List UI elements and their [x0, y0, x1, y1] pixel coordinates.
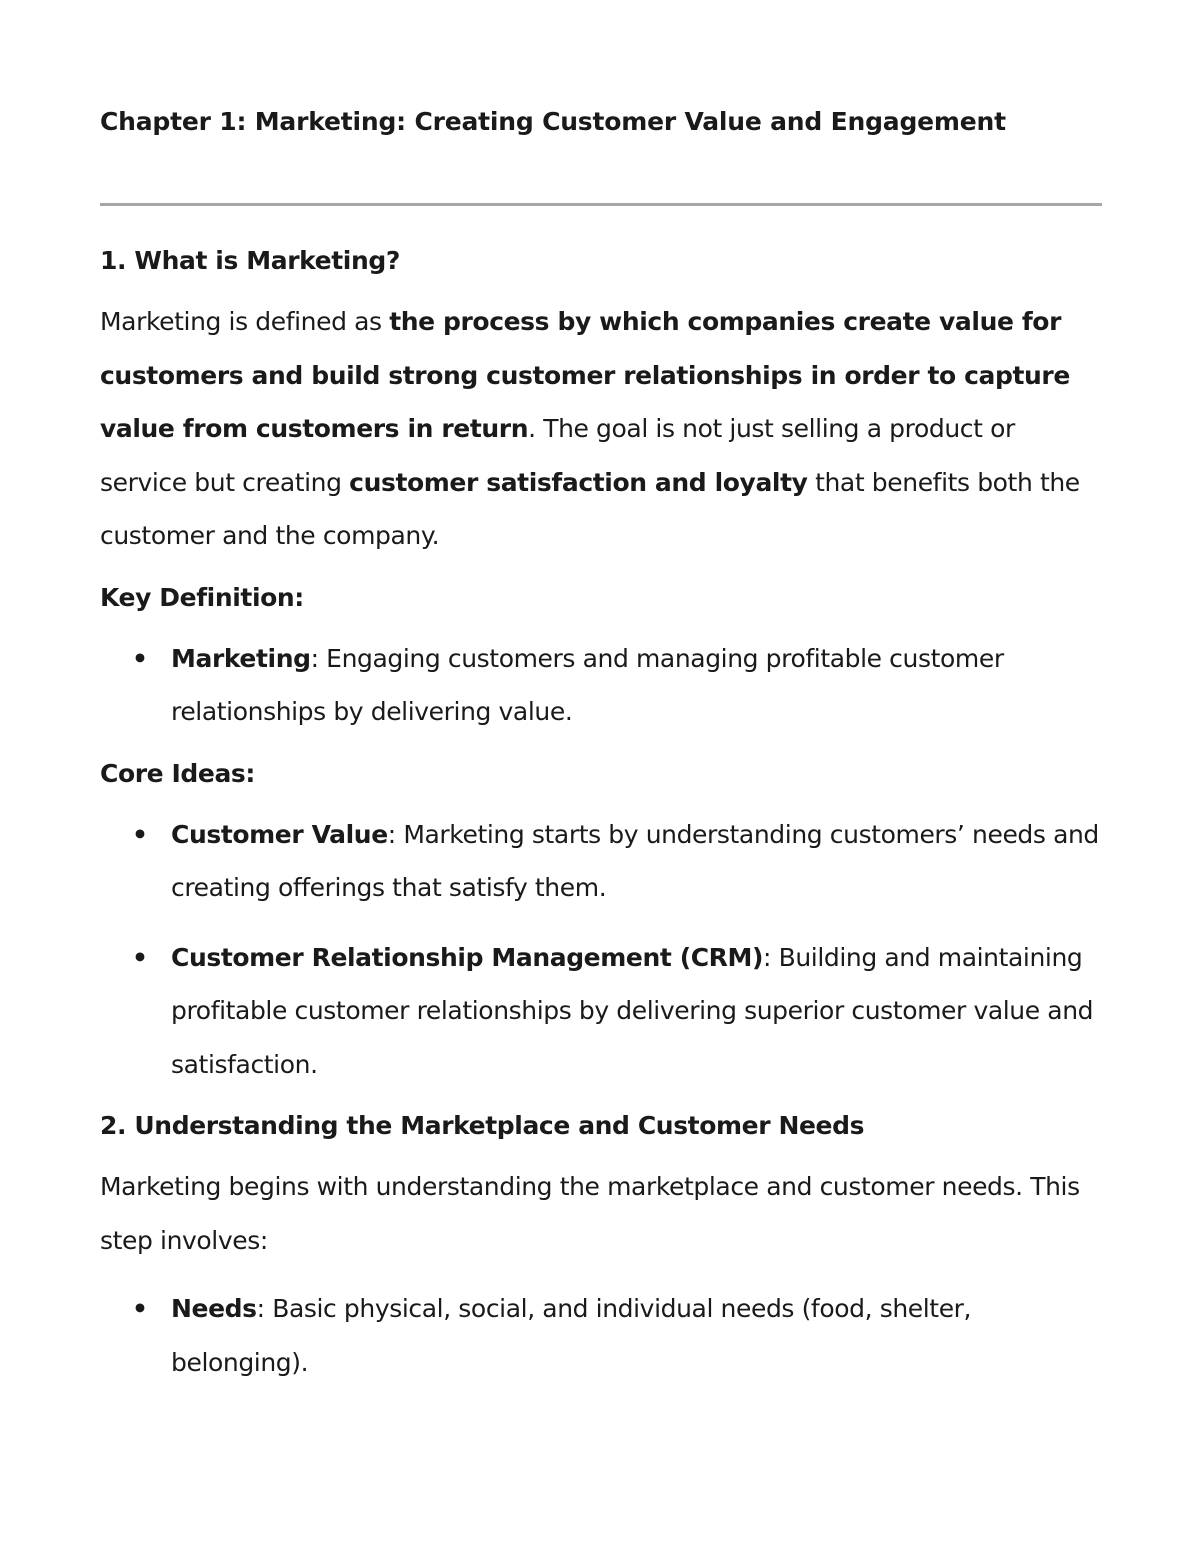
- list-item-text: : Marketing starts by understanding customers’ needs and creating offerings that satisfy them.: [171, 819, 1099, 902]
- chapter-title: Chapter 1: Marketing: Creating Customer Value and Engagement: [100, 107, 1006, 136]
- bullet-icon: •: [132, 643, 148, 673]
- list-item: [100, 808, 1102, 915]
- horizontal-divider: [100, 203, 1102, 206]
- list-item-term: Customer Relationship Management (CRM): [171, 942, 764, 972]
- list-item: [100, 632, 1102, 739]
- core-ideas-list: [100, 808, 1102, 1092]
- list-item-text: : Basic physical, social, and individual needs (food, shelter, belonging).: [171, 1294, 972, 1377]
- paragraph-bold-text: customer satisfaction and loyalty: [349, 467, 808, 497]
- list-item-term: Customer Value: [171, 819, 388, 849]
- list-item-term: Marketing: [171, 643, 311, 673]
- list-item-text: : Building and maintaining profitable customer relationships by delivering superior customer value and satisfaction.: [171, 942, 1094, 1079]
- list-item-text: : Engaging customers and managing profitable customer relationships by delivering value.: [171, 643, 1004, 726]
- paragraph-text: that benefits both the customer and the company.: [100, 467, 1080, 550]
- bullet-icon: •: [132, 1294, 148, 1323]
- needs-list: [100, 1282, 1102, 1389]
- document-body: [100, 241, 1102, 1404]
- subheading-core-ideas: Core Ideas:: [100, 758, 256, 788]
- key-definition-list: [100, 632, 1102, 739]
- section-heading-understanding-marketplace: 2. Understanding the Marketplace and Customer Needs: [100, 1111, 865, 1140]
- list-item-term: Needs: [171, 1294, 257, 1323]
- marketplace-intro-paragraph: Marketing begins with understanding the marketplace and customer needs. This step involves:: [100, 1172, 1080, 1255]
- paragraph-text: Marketing is defined as: [100, 307, 390, 336]
- bullet-icon: •: [132, 942, 148, 972]
- list-item: [100, 1282, 1102, 1389]
- section-heading-what-is-marketing: 1. What is Marketing?: [100, 246, 400, 275]
- marketing-definition-paragraph: [100, 295, 1102, 563]
- paragraph-text: . The goal is not just selling a product or service but creating: [100, 414, 1015, 497]
- list-item: [100, 931, 1102, 1092]
- paragraph-bold-text: the process by which companies create value for customers and build strong customer relationships in order to capture value from customers in return: [100, 307, 1070, 443]
- bullet-icon: •: [132, 819, 148, 849]
- subheading-key-definition: Key Definition:: [100, 582, 304, 612]
